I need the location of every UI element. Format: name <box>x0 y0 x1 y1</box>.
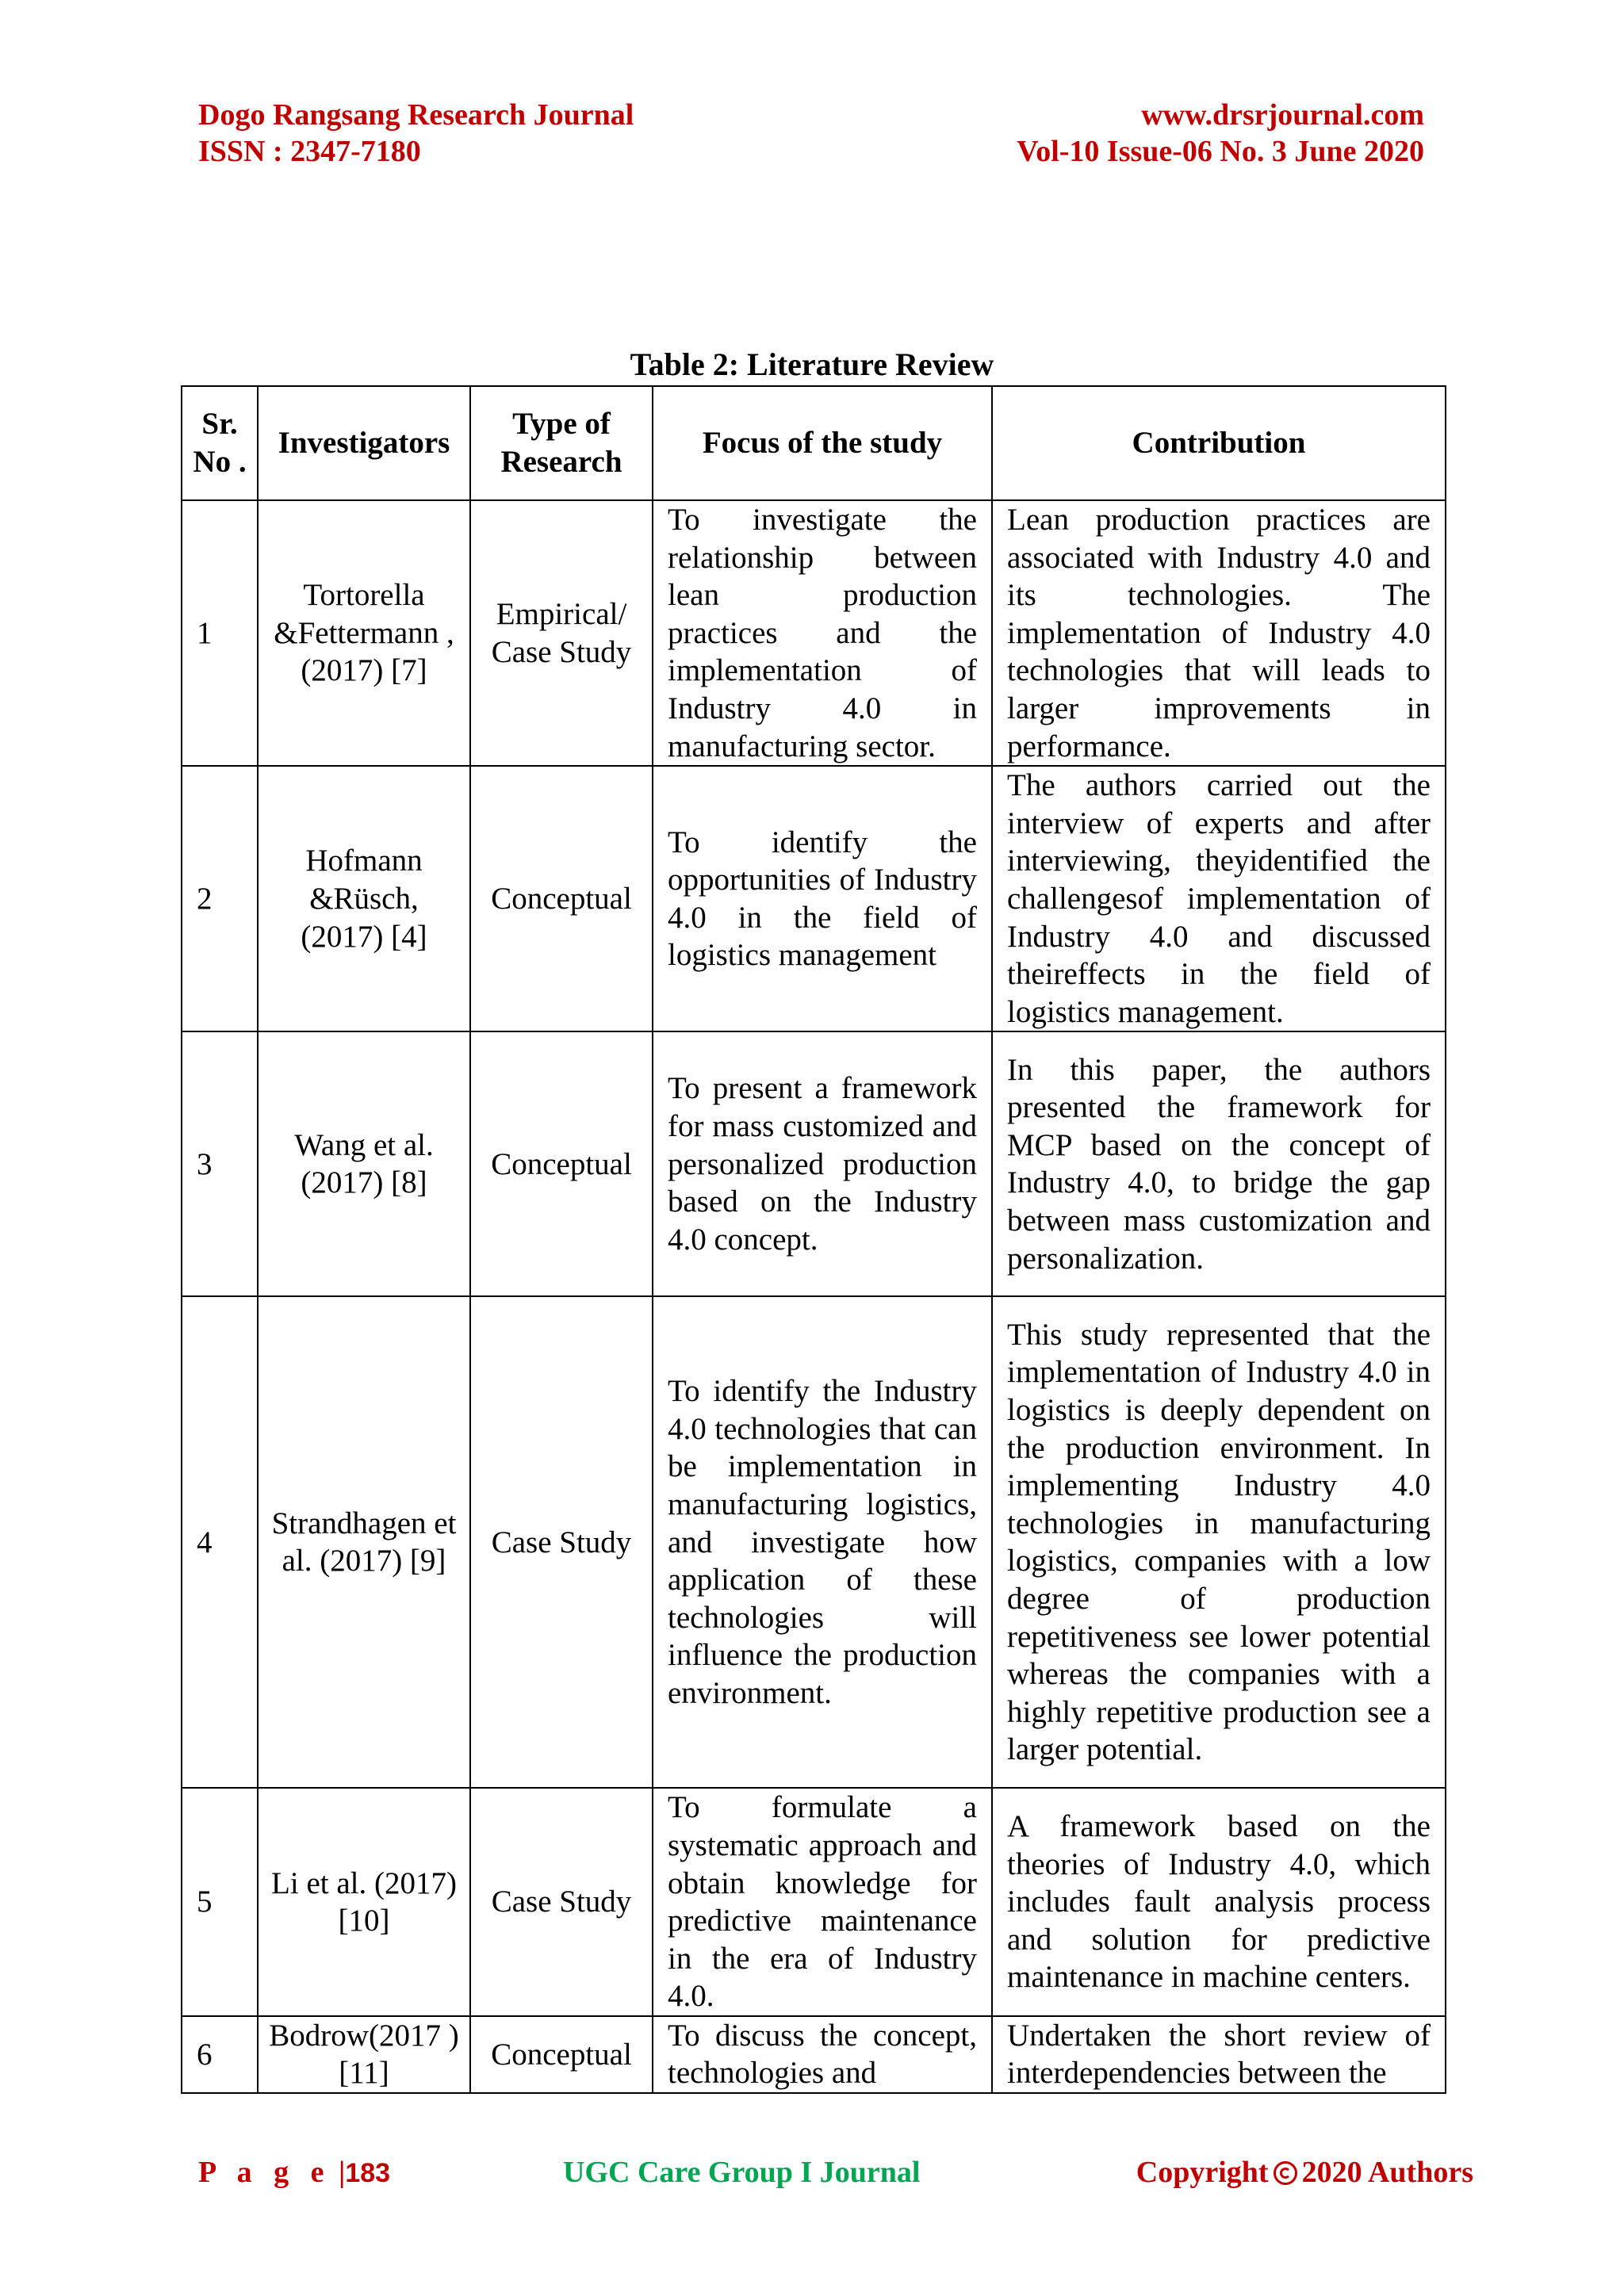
cell-contribution: Lean production practices are associated with Industry 4.0 and its technologies. The implementation of Industry 4.0 technologies that will leads to larger improvements in performance. <box>992 500 1446 766</box>
cell-sr: 4 <box>182 1296 258 1788</box>
cell-contribution: The authors carried out the interview of experts and after interviewing, theyidentified the challengesof implementation of Industry 4.0 and discussed theireffects in the field of logistics management. <box>992 766 1446 1031</box>
cell-investigators: Hofmann &Rüsch, (2017) [4] <box>258 766 470 1031</box>
table-header-row <box>182 386 1446 500</box>
cell-focus: To formulate a systematic approach and obtain knowledge for predictive maintenance in the era of Industry 4.0. <box>653 1788 992 2016</box>
cell-investigators: Strandhagen et al. (2017) [9] <box>258 1296 470 1788</box>
column-header-contribution: Contribution <box>992 386 1446 500</box>
copyright-word: Copyright <box>1136 2156 1269 2189</box>
literature-review-table <box>181 385 1446 2094</box>
cell-investigators: Li et al. (2017) [10] <box>258 1788 470 2016</box>
cell-sr: 6 <box>182 2016 258 2093</box>
cell-sr: 2 <box>182 766 258 1031</box>
cell-focus: To present a framework for mass customized and personalized production based on the Industry 4.0 concept. <box>653 1031 992 1296</box>
journal-website: www.drsrjournal.com <box>1141 98 1424 132</box>
cell-focus: To discuss the concept, technologies and <box>653 2016 992 2093</box>
cell-sr: 5 <box>182 1788 258 2016</box>
journal-header-right <box>1017 97 1424 170</box>
table-row <box>182 1788 1446 2016</box>
journal-name: Dogo Rangsang Research Journal <box>198 98 634 132</box>
footer-copyright <box>1136 2155 1473 2190</box>
cell-sr: 3 <box>182 1031 258 1296</box>
page-separator: | <box>338 2156 346 2189</box>
cell-investigators: Bodrow(2017 ) [11] <box>258 2016 470 2093</box>
table-row <box>182 1296 1446 1788</box>
table-row <box>182 500 1446 766</box>
copyright-icon <box>1274 2161 1297 2185</box>
cell-type: Conceptual <box>470 2016 653 2093</box>
footer-ugc-text: UGC Care Group I Journal <box>563 2156 921 2189</box>
column-header-investigators: Investigators <box>258 386 470 500</box>
page-number: 183 <box>345 2158 391 2188</box>
cell-contribution: This study represented that the implementation of Industry 4.0 in logistics is deeply dependent on the production environment. In implementing Industry 4.0 technologies in manufacturing logistics, companies with a low degree of production repetitiveness see lower potential whereas the companies with a highly repetitive production see a larger potential. <box>992 1296 1446 1788</box>
cell-focus: To investigate the relationship between lean production practices and the implementation of Industry 4.0 in manufacturing sector. <box>653 500 992 766</box>
cell-investigators: Wang et al. (2017) [8] <box>258 1031 470 1296</box>
cell-type: Case Study <box>470 1788 653 2016</box>
column-header-focus: Focus of the study <box>653 386 992 500</box>
page-footer <box>0 2155 1624 2195</box>
cell-contribution: In this paper, the authors presented the framework for MCP based on the concept of Industry 4.0, to bridge the gap between mass customization and personalization. <box>992 1031 1446 1296</box>
journal-issn: ISSN : 2347-7180 <box>198 135 421 168</box>
cell-investigators: Tortorella &Fettermann , (2017) [7] <box>258 500 470 766</box>
footer-page-number <box>198 2155 390 2190</box>
copyright-year-authors: 2020 Authors <box>1301 2156 1473 2189</box>
table-row <box>182 1031 1446 1296</box>
cell-contribution: Undertaken the short review of interdependencies between the <box>992 2016 1446 2093</box>
cell-focus: To identify the opportunities of Industry 4.0 in the field of logistics management <box>653 766 992 1031</box>
cell-type: Empirical/ Case Study <box>470 500 653 766</box>
cell-type: Conceptual <box>470 1031 653 1296</box>
cell-contribution: A framework based on the theories of Industry 4.0, which includes fault analysis process and solution for predictive maintenance in machine centers. <box>992 1788 1446 2016</box>
cell-type: Conceptual <box>470 766 653 1031</box>
cell-focus: To identify the Industry 4.0 technologies that can be implementation in manufacturing logistics, and investigate how application of these technologies will influence the production environment. <box>653 1296 992 1788</box>
table-caption: Table 2: Literature Review <box>630 346 994 382</box>
journal-header-left <box>198 97 634 170</box>
table-row <box>182 2016 1446 2093</box>
journal-volume: Vol-10 Issue-06 No. 3 June 2020 <box>1017 135 1424 168</box>
cell-type: Case Study <box>470 1296 653 1788</box>
page-label: P a g e <box>198 2156 331 2189</box>
column-header-sr: Sr. No . <box>182 386 258 500</box>
column-header-type: Type of Research <box>470 386 653 500</box>
cell-sr: 1 <box>182 500 258 766</box>
table-row <box>182 766 1446 1031</box>
